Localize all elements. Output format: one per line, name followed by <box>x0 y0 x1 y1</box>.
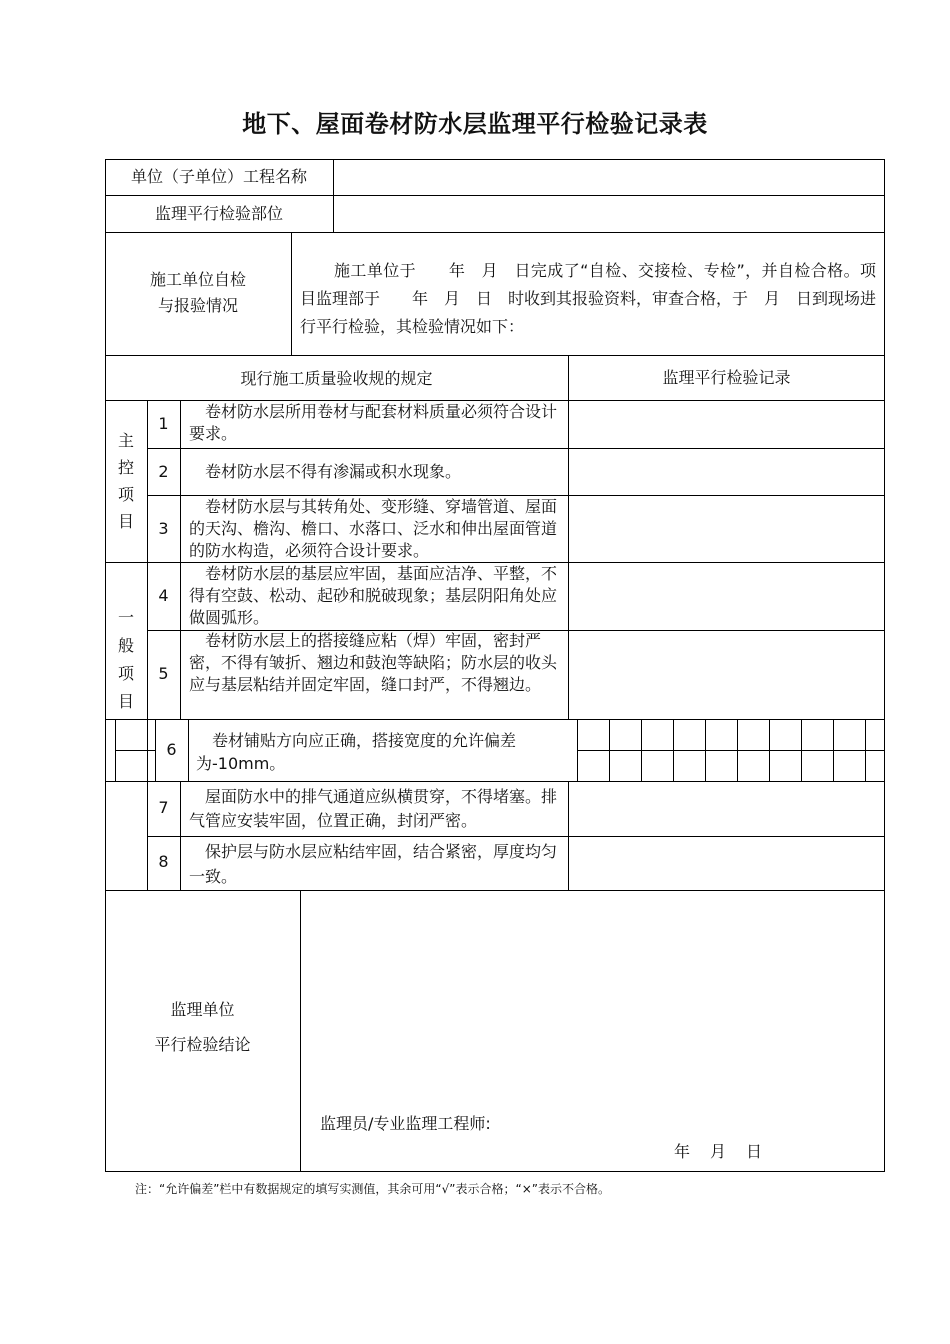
record-cell[interactable] <box>570 632 883 717</box>
general-group-char: 一 <box>117 608 134 627</box>
item-number: 1 <box>158 414 169 433</box>
record-cell[interactable] <box>570 450 883 493</box>
conclusion-label-line1: 监理单位 <box>170 1000 235 1019</box>
conclusion-label-line2: 平行检验结论 <box>154 1035 251 1054</box>
general-group-char: 般 <box>117 636 134 655</box>
item-number: 3 <box>158 519 169 538</box>
item-number: 2 <box>158 462 169 481</box>
general-group-char: 目 <box>117 692 134 711</box>
record-cell[interactable] <box>570 402 883 446</box>
item-number: 6 <box>166 740 177 759</box>
spec-column-header: 现行施工质量验收规的规定 <box>240 369 433 388</box>
record-cell[interactable] <box>570 783 883 834</box>
main-group-char: 主 <box>117 431 134 450</box>
self-check-text: 施工单位于 年 月 日完成了“自检、交接检、专检”，并自检合格。项目监理部于 年 月 日 时收到其报验资料，审查合格，于 月 日到现场进行平行检验，其检验情况如下： <box>300 261 877 336</box>
item-text: 卷材防水层与其转角处、变形缝、穿墙管道、屋面的天沟、檐沟、檐口、水落口、泛水和伸出屋面管道的防水构造，必须符合设计要求。 <box>189 497 558 560</box>
record-cell[interactable] <box>570 564 883 628</box>
item-number: 8 <box>158 852 169 871</box>
item-text: 卷材防水层所用卷材与配套材料质量必须符合设计要求。 <box>189 402 558 443</box>
record-column-header: 监理平行检验记录 <box>662 368 791 387</box>
main-group-char: 项 <box>117 485 134 504</box>
signer-label: 监理员/专业监理工程师: <box>320 1114 491 1133</box>
general-items-group-label <box>111 604 141 716</box>
item-number: 7 <box>158 798 169 817</box>
item-text: 屋面防水中的排气通道应纵横贯穿，不得堵塞。排气管应安装牢固，位置正确，封闭严密。 <box>189 787 558 830</box>
self-check-label-line1: 施工单位自检 <box>149 270 246 289</box>
main-items-group-label <box>111 427 141 535</box>
page-title: 地下、屋面卷材防水层监理平行检验记录表 <box>242 110 708 138</box>
signature-date: 年 月 日 <box>674 1142 765 1161</box>
deviation-measurement-cells[interactable] <box>579 721 883 779</box>
item-text: 保护层与防水层应粘结牢固，结合紧密，厚度均匀一致。 <box>189 842 558 886</box>
general-group-char: 项 <box>117 664 134 683</box>
conclusion-input-area[interactable] <box>305 895 880 1100</box>
record-cell[interactable] <box>570 497 883 560</box>
item-text: 卷材防水层上的搭接缝应粘（焊）牢固，密封严密，不得有皱折、翘边和鼓泡等缺陷；防水层的收头应与基层粘结并固定牢固，缝口封严，不得翘边。 <box>189 631 558 694</box>
project-name-value[interactable] <box>340 165 880 189</box>
item-number: 4 <box>158 586 169 605</box>
main-group-char: 控 <box>117 458 134 477</box>
record-cell[interactable] <box>570 838 883 888</box>
item-text: 卷材防水层不得有渗漏或积水现象。 <box>205 462 462 481</box>
inspection-part-value[interactable] <box>340 202 880 226</box>
inspection-part-label: 监理平行检验部位 <box>154 204 283 223</box>
item-text: 卷材防水层的基层应牢固，基面应洁净、平整，不得有空鼓、松动、起砂和脱破现象；基层阴阳角处应做圆弧形。 <box>189 564 558 627</box>
item-text: 卷材铺贴方向应正确，搭接宽度的允许偏差为-10mm。 <box>196 731 517 773</box>
footnote: 注：“允许偏差”栏中有数据规定的填写实测值，其余可用“√”表示合格；“×”表示不合格。 <box>135 1182 611 1196</box>
self-check-label-line2: 与报验情况 <box>157 296 238 315</box>
item-number: 5 <box>158 664 169 683</box>
main-group-char: 目 <box>117 512 134 531</box>
project-name-label: 单位（子单位）工程名称 <box>130 167 307 186</box>
